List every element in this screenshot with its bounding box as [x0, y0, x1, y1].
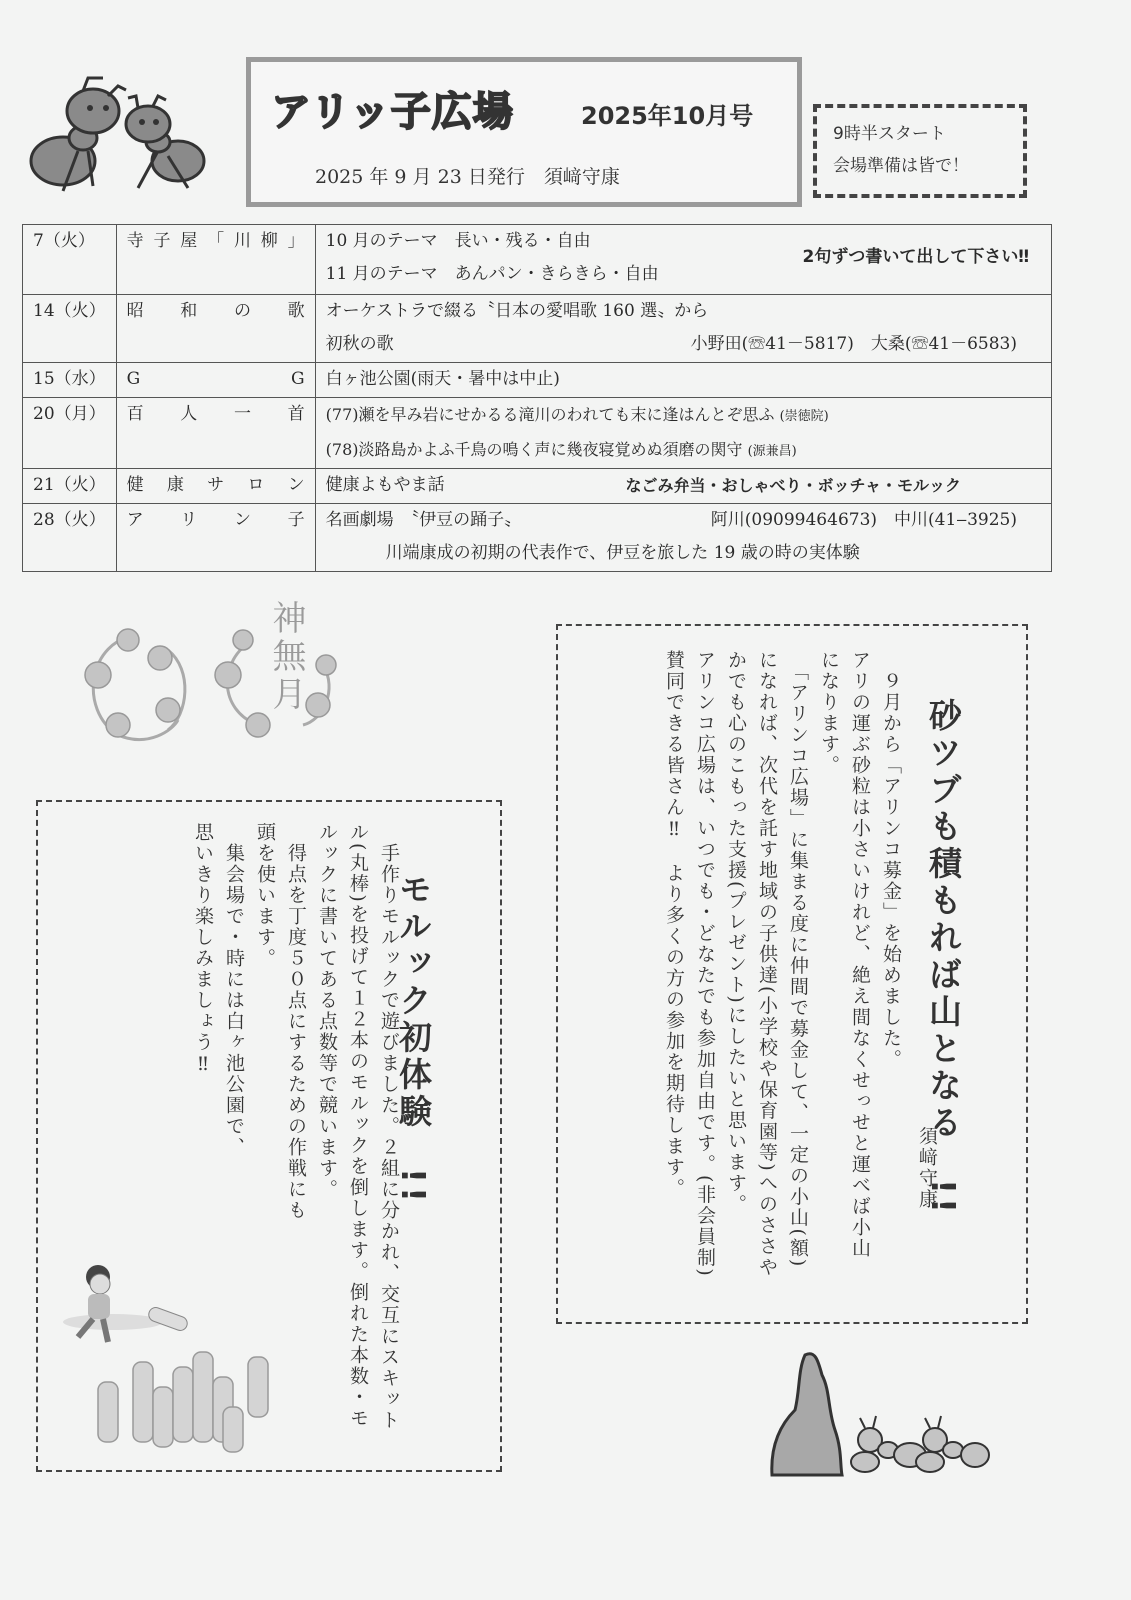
event-char: ン	[287, 475, 305, 495]
newsletter-title: アリッ子広場	[271, 89, 514, 135]
body-column: 思いきり楽しみましょう‼	[192, 822, 214, 1077]
body-column: 集会場で・時には白ヶ池公園で、	[223, 822, 245, 1158]
body-column: かでも心のこもった支援(プレゼント)にしたいと思います。	[725, 650, 747, 1215]
event-char: ン	[233, 510, 251, 530]
notice-line-1: 9時半スタート	[833, 124, 946, 144]
table-row	[23, 295, 1052, 363]
event-char: 柳	[260, 231, 278, 251]
detail-line: 11 月のテーマ あんパン・きらきら・自由	[325, 264, 659, 284]
row-day: 28（火）	[23, 504, 117, 572]
row-day: 7（火）	[23, 225, 117, 295]
row-event	[116, 363, 315, 398]
event-char: 歌	[287, 301, 305, 321]
body-column: ル(丸棒)を投げて１２本のモルックを倒します。倒れた本数・モ	[347, 822, 369, 1429]
row-detail	[315, 295, 1051, 363]
row-event	[116, 469, 315, 504]
body-column: ルックに書いてある点数等で競います。	[316, 822, 338, 1200]
molkky-heading-text: モルック初体験	[394, 871, 433, 1131]
event-char: 寺	[126, 231, 144, 251]
detail-line: オーケストラで綴る〝日本の愛唱歌 160 選〟から	[325, 301, 709, 321]
row-day: 14（火）	[23, 295, 117, 363]
row-detail	[315, 363, 1051, 398]
event-char: 子	[287, 510, 305, 530]
event-char: 屋	[180, 231, 198, 251]
row-event	[116, 504, 315, 572]
issue-label: 2025年10月号	[581, 102, 754, 130]
row-event	[116, 295, 315, 363]
body-column: になれば、次代を託す地域の子供達(小学校や保育園等)へのささや	[756, 650, 778, 1278]
molkky-article-box	[36, 800, 502, 1472]
body-column: アリの運ぶ砂粒は小さいけれど、絶え間なくせっせと運べば小山	[849, 650, 871, 1259]
table-row	[23, 469, 1052, 504]
senryu-note: 2句ずつ書いて出して下さい‼	[802, 247, 1029, 267]
body-column: ９月から「アリンコ募金」を始めました。	[880, 650, 902, 1070]
table-row	[23, 504, 1052, 572]
poem-text: (77)瀬を早み岩にせかるる滝川のわれても末に逢はんとぞ思ふ	[325, 405, 775, 424]
rock-and-ants-illustration	[760, 1350, 990, 1480]
event-char: リ	[180, 510, 198, 530]
table-row	[23, 398, 1052, 469]
detail-line: 健康よもやま話	[325, 475, 445, 495]
row-day: 21（火）	[23, 469, 117, 504]
event-char: 健	[126, 475, 144, 495]
event-char: 康	[166, 475, 184, 495]
poem-author: (崇徳院)	[779, 409, 829, 424]
event-char: 川	[233, 231, 251, 251]
fund-heading-text: 砂ツブも積もれば山となる	[924, 697, 963, 1142]
event-char: ロ	[247, 475, 265, 495]
event-char: サ	[207, 475, 225, 495]
fund-author: 須﨑守康	[916, 1126, 938, 1210]
event-char: 」	[287, 231, 305, 251]
event-char: 一	[233, 404, 251, 424]
event-char: G	[126, 369, 141, 389]
poem-author: (源兼昌)	[747, 444, 797, 459]
event-char: 首	[287, 404, 305, 424]
table-row	[23, 225, 1052, 295]
contact-info: 小野田(☏41－5817) 大桑(☏41－6583)	[690, 334, 1017, 354]
event-char: 子	[153, 231, 171, 251]
salon-activities: なごみ弁当・おしゃべり・ボッチャ・モルック	[625, 476, 961, 495]
event-char: 和	[180, 301, 198, 321]
event-char: G	[291, 369, 305, 389]
body-column: 「アリンコ広場」に集まる度に仲間で募金して、一定の小山(額)	[787, 650, 809, 1269]
row-event	[116, 225, 315, 295]
notice-line-2: 会場準備は皆で！	[833, 156, 969, 176]
body-column: になります。	[818, 650, 840, 776]
event-char: 昭	[126, 301, 144, 321]
row-detail	[315, 504, 1051, 572]
row-day: 15（水）	[23, 363, 117, 398]
detail-line: 初秋の歌	[325, 334, 394, 354]
event-char: ア	[126, 510, 144, 530]
molkky-player-illustration	[58, 1262, 288, 1462]
row-event	[116, 398, 315, 469]
ants-mascot-illustration	[18, 76, 208, 196]
publication-info: 2025 年 9 月 23 日発行 須﨑守康	[315, 166, 620, 188]
row-detail	[315, 398, 1051, 469]
masthead-frame	[246, 57, 802, 207]
poem-text: (78)淡路島かよふ千鳥の鳴く声に幾夜寝覚めぬ須磨の関守	[325, 440, 743, 459]
start-time-notice	[813, 104, 1027, 198]
exclamation-mark: !!	[394, 1167, 433, 1207]
fund-article-box	[556, 624, 1028, 1324]
month-name-kannazuki: 神無月	[266, 600, 306, 714]
row-detail	[315, 225, 1051, 295]
detail-line: 10 月のテーマ 長い・残る・自由	[325, 231, 591, 251]
body-column: 得点を丁度５０点にするための作戦にも	[285, 822, 307, 1221]
table-row	[23, 363, 1052, 398]
row-detail	[315, 469, 1051, 504]
event-char: の	[233, 301, 251, 321]
detail-line: 名画劇場 〝伊豆の踊子〟	[325, 510, 522, 530]
detail-line: 川端康成の初期の代表作で、伊豆を旅した 19 歳の時の実体験	[385, 543, 860, 563]
detail-line: 白ヶ池公園(雨天・暑中は中止)	[325, 369, 560, 389]
body-column: 頭を使います。	[254, 822, 276, 969]
fund-article-body	[658, 650, 906, 1310]
event-char: 人	[180, 404, 198, 424]
event-char: 百	[126, 404, 144, 424]
row-day: 20（月）	[23, 398, 117, 469]
body-column: 手作りモルックで遊びました。２組に分かれ、交互にスキット	[378, 822, 400, 1431]
exclamation-mark: !!	[924, 1178, 963, 1218]
event-char: 「	[207, 231, 225, 251]
body-column: アリンコ広場は、いつでも・どなたでも参加自由です。(非会員制)	[694, 650, 716, 1278]
body-column: 賛同できる皆さん‼ より多くの方の参加を期待します。	[663, 650, 685, 1199]
contact-info: 阿川(09099464673) 中川(41‒3925)	[710, 510, 1017, 530]
schedule-table	[22, 224, 1052, 572]
